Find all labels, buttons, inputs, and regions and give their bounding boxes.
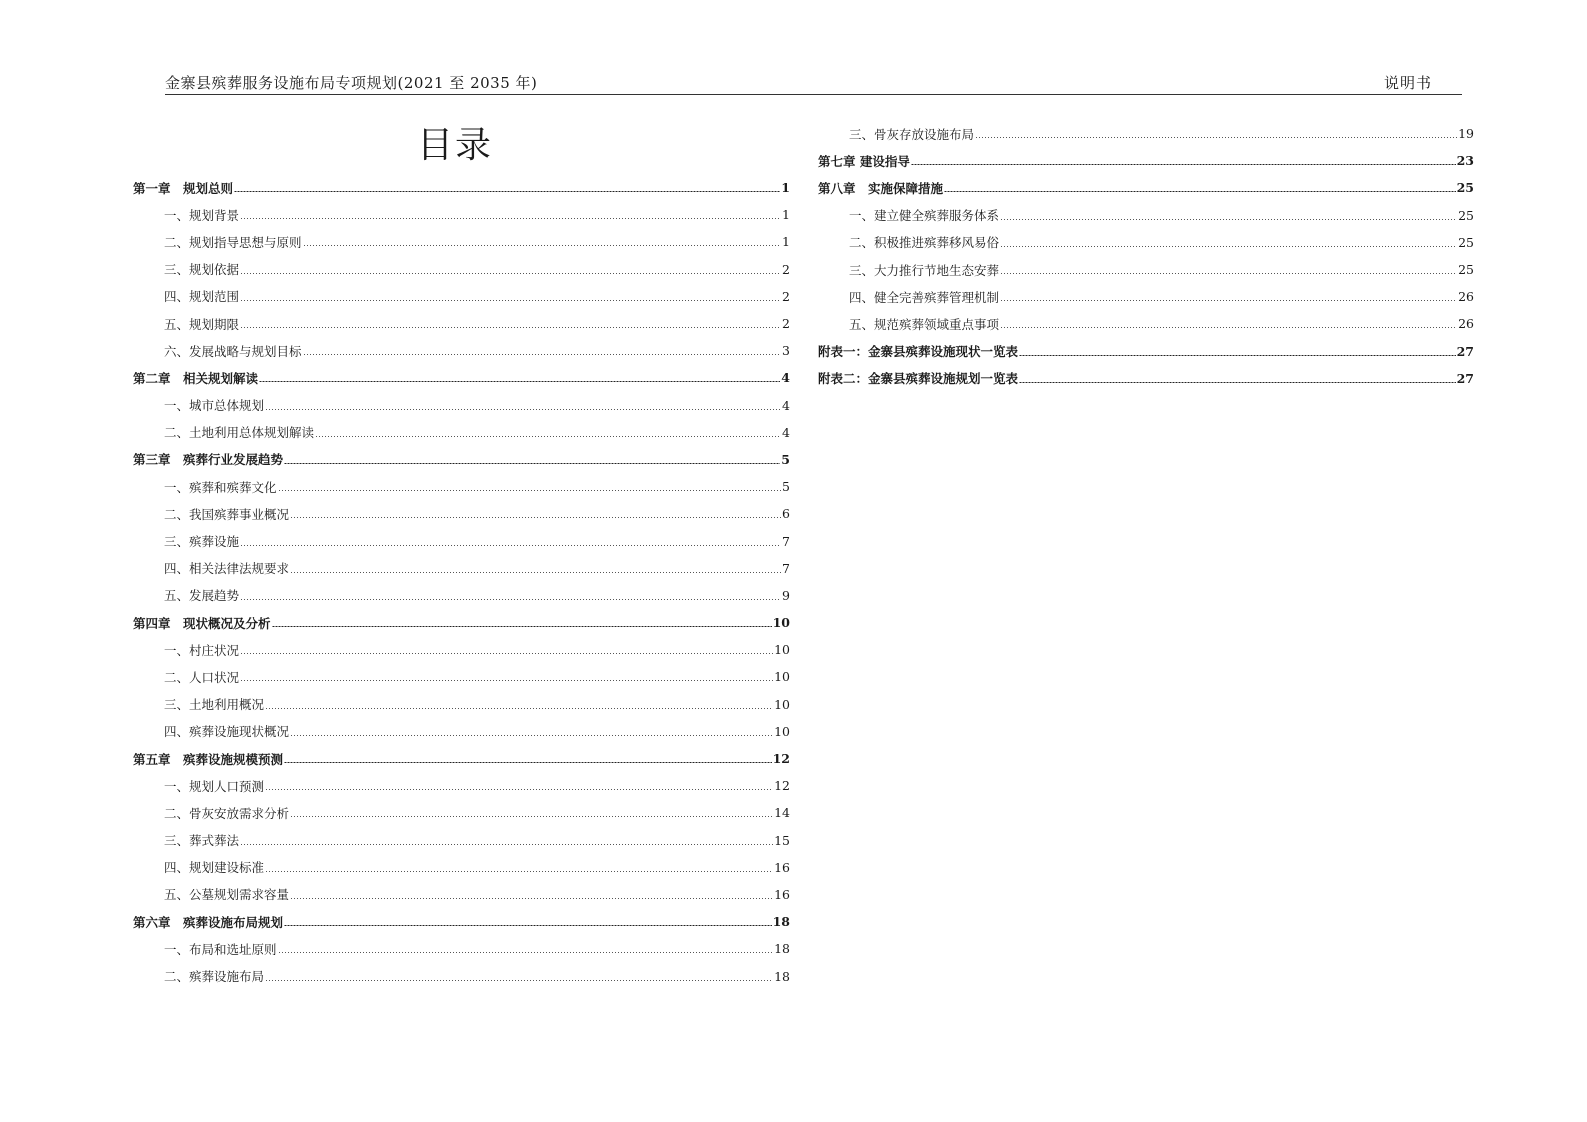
toc-page-number: 6 bbox=[782, 506, 790, 522]
toc-entry-text: 四、相关法律法规要求 bbox=[164, 561, 290, 577]
toc-dot-leader bbox=[272, 626, 772, 627]
toc-dot-leader bbox=[290, 898, 773, 899]
toc-entry-text: 四、规划范围 bbox=[164, 289, 240, 305]
toc-dot-leader bbox=[290, 572, 781, 573]
toc-section-entry[interactable] bbox=[133, 935, 790, 962]
toc-entry-text: 二、殡葬设施布局 bbox=[164, 969, 265, 985]
toc-page-number: 18 bbox=[772, 914, 790, 930]
toc-entry-text: 一、建立健全殡葬服务体系 bbox=[849, 208, 1000, 224]
toc-page-number: 16 bbox=[774, 886, 790, 902]
toc-page-number: 2 bbox=[782, 261, 790, 277]
toc-page-number: 9 bbox=[782, 587, 790, 603]
toc-section-entry[interactable] bbox=[133, 283, 790, 310]
toc-page-number: 7 bbox=[782, 560, 790, 576]
toc-section-entry[interactable] bbox=[133, 337, 790, 364]
toc-entry-text: 二、土地利用总体规划解读 bbox=[164, 425, 315, 441]
toc-chapter-entry[interactable] bbox=[133, 908, 790, 935]
toc-entry-text: 一、殡葬和殡葬文化 bbox=[164, 479, 277, 495]
toc-dot-leader bbox=[284, 762, 772, 763]
toc-page-number: 1 bbox=[782, 234, 790, 250]
toc-entry-text: 四、殡葬设施现状概况 bbox=[164, 724, 290, 740]
toc-entry-text: 五、公墓规划需求容量 bbox=[164, 887, 290, 903]
toc-dot-leader bbox=[265, 409, 781, 410]
toc-entry-text: 一、村庄状况 bbox=[164, 642, 240, 658]
toc-section-entry[interactable] bbox=[818, 120, 1474, 147]
toc-dot-leader bbox=[1000, 219, 1457, 220]
toc-entry-text: 六、发展战略与规划目标 bbox=[164, 343, 302, 359]
toc-entry-text: 四、规划建设标准 bbox=[164, 860, 265, 876]
toc-page-number: 12 bbox=[772, 751, 790, 767]
toc-page-number: 26 bbox=[1458, 289, 1474, 305]
toc-dot-leader bbox=[265, 980, 773, 981]
toc-dot-leader bbox=[240, 300, 781, 301]
toc-page-number: 18 bbox=[774, 968, 790, 984]
toc-dot-leader bbox=[1000, 246, 1457, 247]
toc-entry-text: 二、骨灰安放需求分析 bbox=[164, 805, 290, 821]
toc-dot-leader bbox=[1000, 327, 1457, 328]
toc-dot-leader bbox=[240, 218, 781, 219]
toc-entry-text: 五、规划期限 bbox=[164, 316, 240, 332]
toc-dot-leader bbox=[911, 164, 1456, 165]
toc-chapter-entry[interactable] bbox=[818, 147, 1474, 174]
toc-dot-leader bbox=[240, 653, 773, 654]
document-title: 金寨县殡葬服务设施布局专项规划(2021 至 2035 年) bbox=[165, 74, 538, 92]
toc-entry-text: 二、人口状况 bbox=[164, 669, 240, 685]
page-header bbox=[165, 72, 1462, 95]
toc-section-entry[interactable] bbox=[133, 799, 790, 826]
toc-section-entry[interactable] bbox=[818, 229, 1474, 256]
toc-entry-text: 三、葬式葬法 bbox=[164, 833, 240, 849]
toc-entry-text: 第二章 相关规划解读 bbox=[133, 370, 259, 386]
toc-dot-leader bbox=[240, 844, 773, 845]
toc-dot-leader bbox=[290, 517, 781, 518]
toc-page-number: 10 bbox=[774, 696, 790, 712]
toc-section-entry[interactable] bbox=[133, 827, 790, 854]
toc-page-number: 5 bbox=[782, 479, 790, 495]
toc-entry-text: 三、骨灰存放设施布局 bbox=[849, 126, 975, 142]
toc-section-entry[interactable] bbox=[133, 772, 790, 799]
toc-page-number: 5 bbox=[781, 451, 790, 467]
toc-entry-text: 附表一：金寨县殡葬设施现状一览表 bbox=[818, 344, 1019, 360]
toc-dot-leader bbox=[259, 381, 780, 382]
toc-page-number: 25 bbox=[1458, 207, 1474, 223]
toc-section-entry[interactable] bbox=[133, 392, 790, 419]
toc-chapter-entry[interactable] bbox=[133, 609, 790, 636]
toc-entry-text: 第五章 殡葬设施规模预测 bbox=[133, 751, 284, 767]
toc-section-entry[interactable] bbox=[133, 201, 790, 228]
document-type-label: 说明书 bbox=[1383, 74, 1432, 92]
toc-entry-text: 第七章 建设指导 bbox=[818, 153, 910, 169]
toc-page-number: 10 bbox=[774, 642, 790, 658]
toc-dot-leader bbox=[315, 436, 781, 437]
toc-chapter-entry[interactable] bbox=[133, 174, 790, 201]
toc-page-number: 25 bbox=[1458, 262, 1474, 278]
toc-section-entry[interactable] bbox=[133, 663, 790, 690]
toc-entry-text: 三、殡葬设施 bbox=[164, 534, 240, 550]
toc-left-column bbox=[133, 174, 790, 990]
toc-entry-text: 第六章 殡葬设施布局规划 bbox=[133, 914, 284, 930]
toc-section-entry[interactable] bbox=[133, 419, 790, 446]
toc-entry-text: 三、规划依据 bbox=[164, 262, 240, 278]
toc-dot-leader bbox=[265, 708, 773, 709]
toc-chapter-entry[interactable] bbox=[133, 446, 790, 473]
toc-dot-leader bbox=[303, 354, 782, 355]
toc-page-number: 26 bbox=[1458, 316, 1474, 332]
toc-page-number: 10 bbox=[774, 669, 790, 685]
toc-chapter-entry[interactable] bbox=[818, 338, 1474, 365]
toc-dot-leader bbox=[975, 137, 1457, 138]
toc-section-entry[interactable] bbox=[818, 310, 1474, 337]
toc-section-entry[interactable] bbox=[818, 283, 1474, 310]
toc-dot-leader bbox=[303, 245, 782, 246]
toc-section-entry[interactable] bbox=[133, 256, 790, 283]
toc-page-number: 4 bbox=[781, 370, 790, 386]
toc-entry-text: 第八章 实施保障措施 bbox=[818, 180, 944, 196]
toc-entry-text: 五、发展趋势 bbox=[164, 588, 240, 604]
toc-page-number: 1 bbox=[781, 180, 790, 196]
toc-entry-text: 二、规划指导思想与原则 bbox=[164, 234, 302, 250]
toc-dot-leader bbox=[1019, 355, 1456, 356]
toc-dot-leader bbox=[240, 545, 781, 546]
toc-dot-leader bbox=[234, 191, 780, 192]
toc-section-entry[interactable] bbox=[133, 310, 790, 337]
toc-dot-leader bbox=[1000, 300, 1457, 301]
toc-entry-text: 四、健全完善殡葬管理机制 bbox=[849, 289, 1000, 305]
toc-entry-text: 一、布局和选址原则 bbox=[164, 941, 277, 957]
toc-page-number: 4 bbox=[782, 397, 790, 413]
toc-dot-leader bbox=[1019, 382, 1456, 383]
toc-page-number: 4 bbox=[782, 424, 790, 440]
toc-dot-leader bbox=[290, 816, 773, 817]
toc-page-number: 3 bbox=[782, 343, 790, 359]
toc-page-number: 25 bbox=[1458, 234, 1474, 250]
toc-section-entry[interactable] bbox=[133, 881, 790, 908]
toc-entry-text: 第一章 规划总则 bbox=[133, 180, 234, 196]
toc-page-number: 14 bbox=[774, 805, 790, 821]
toc-chapter-entry[interactable] bbox=[818, 365, 1474, 392]
toc-page-number: 27 bbox=[1456, 370, 1474, 386]
toc-section-entry[interactable] bbox=[133, 636, 790, 663]
toc-section-entry[interactable] bbox=[133, 854, 790, 881]
toc-dot-leader bbox=[265, 871, 773, 872]
toc-entry-text: 第三章 殡葬行业发展趋势 bbox=[133, 452, 284, 468]
toc-entry-text: 三、土地利用概况 bbox=[164, 697, 265, 713]
toc-section-entry[interactable] bbox=[133, 718, 790, 745]
toc-section-entry[interactable] bbox=[133, 473, 790, 500]
toc-section-entry[interactable] bbox=[133, 500, 790, 527]
toc-title: 目录 bbox=[416, 125, 493, 166]
toc-chapter-entry[interactable] bbox=[133, 745, 790, 772]
toc-page-number: 19 bbox=[1458, 126, 1474, 142]
toc-page-number: 2 bbox=[782, 316, 790, 332]
toc-page-number: 16 bbox=[774, 859, 790, 875]
toc-right-column bbox=[818, 120, 1474, 392]
toc-dot-leader bbox=[944, 191, 1456, 192]
toc-dot-leader bbox=[240, 327, 781, 328]
toc-page-number: 1 bbox=[782, 207, 790, 223]
toc-page-number: 27 bbox=[1456, 343, 1474, 359]
toc-dot-leader bbox=[290, 735, 773, 736]
toc-entry-text: 一、规划人口预测 bbox=[164, 778, 265, 794]
toc-dot-leader bbox=[240, 680, 773, 681]
toc-entry-text: 一、城市总体规划 bbox=[164, 398, 265, 414]
toc-page-number: 10 bbox=[774, 723, 790, 739]
toc-entry-text: 一、规划背景 bbox=[164, 207, 240, 223]
toc-section-entry[interactable] bbox=[133, 228, 790, 255]
toc-dot-leader bbox=[1000, 273, 1457, 274]
toc-section-entry[interactable] bbox=[133, 962, 790, 989]
toc-entry-text: 第四章 现状概况及分析 bbox=[133, 615, 271, 631]
toc-section-entry[interactable] bbox=[133, 527, 790, 554]
toc-page-number: 10 bbox=[772, 615, 790, 631]
toc-page-number: 2 bbox=[782, 288, 790, 304]
toc-dot-leader bbox=[278, 952, 774, 953]
toc-section-entry[interactable] bbox=[133, 691, 790, 718]
toc-page-number: 23 bbox=[1456, 153, 1474, 169]
toc-entry-text: 二、积极推进殡葬移风易俗 bbox=[849, 235, 1000, 251]
toc-chapter-entry[interactable] bbox=[133, 364, 790, 391]
toc-entry-text: 三、大力推行节地生态安葬 bbox=[849, 262, 1000, 278]
toc-dot-leader bbox=[284, 925, 772, 926]
toc-dot-leader bbox=[284, 463, 780, 464]
toc-dot-leader bbox=[240, 273, 781, 274]
toc-dot-leader bbox=[240, 599, 781, 600]
toc-chapter-entry[interactable] bbox=[818, 174, 1474, 201]
toc-page-number: 25 bbox=[1456, 180, 1474, 196]
toc-section-entry[interactable] bbox=[818, 202, 1474, 229]
toc-page-number: 7 bbox=[782, 533, 790, 549]
toc-page-number: 12 bbox=[774, 778, 790, 794]
toc-section-entry[interactable] bbox=[133, 555, 790, 582]
toc-section-entry[interactable] bbox=[818, 256, 1474, 283]
toc-entry-text: 二、我国殡葬事业概况 bbox=[164, 506, 290, 522]
toc-page-number: 15 bbox=[774, 832, 790, 848]
toc-section-entry[interactable] bbox=[133, 582, 790, 609]
toc-dot-leader bbox=[265, 789, 773, 790]
toc-page-number: 18 bbox=[774, 941, 790, 957]
toc-dot-leader bbox=[278, 490, 782, 491]
toc-entry-text: 五、规范殡葬领域重点事项 bbox=[849, 316, 1000, 332]
toc-entry-text: 附表二：金寨县殡葬设施规划一览表 bbox=[818, 371, 1019, 387]
